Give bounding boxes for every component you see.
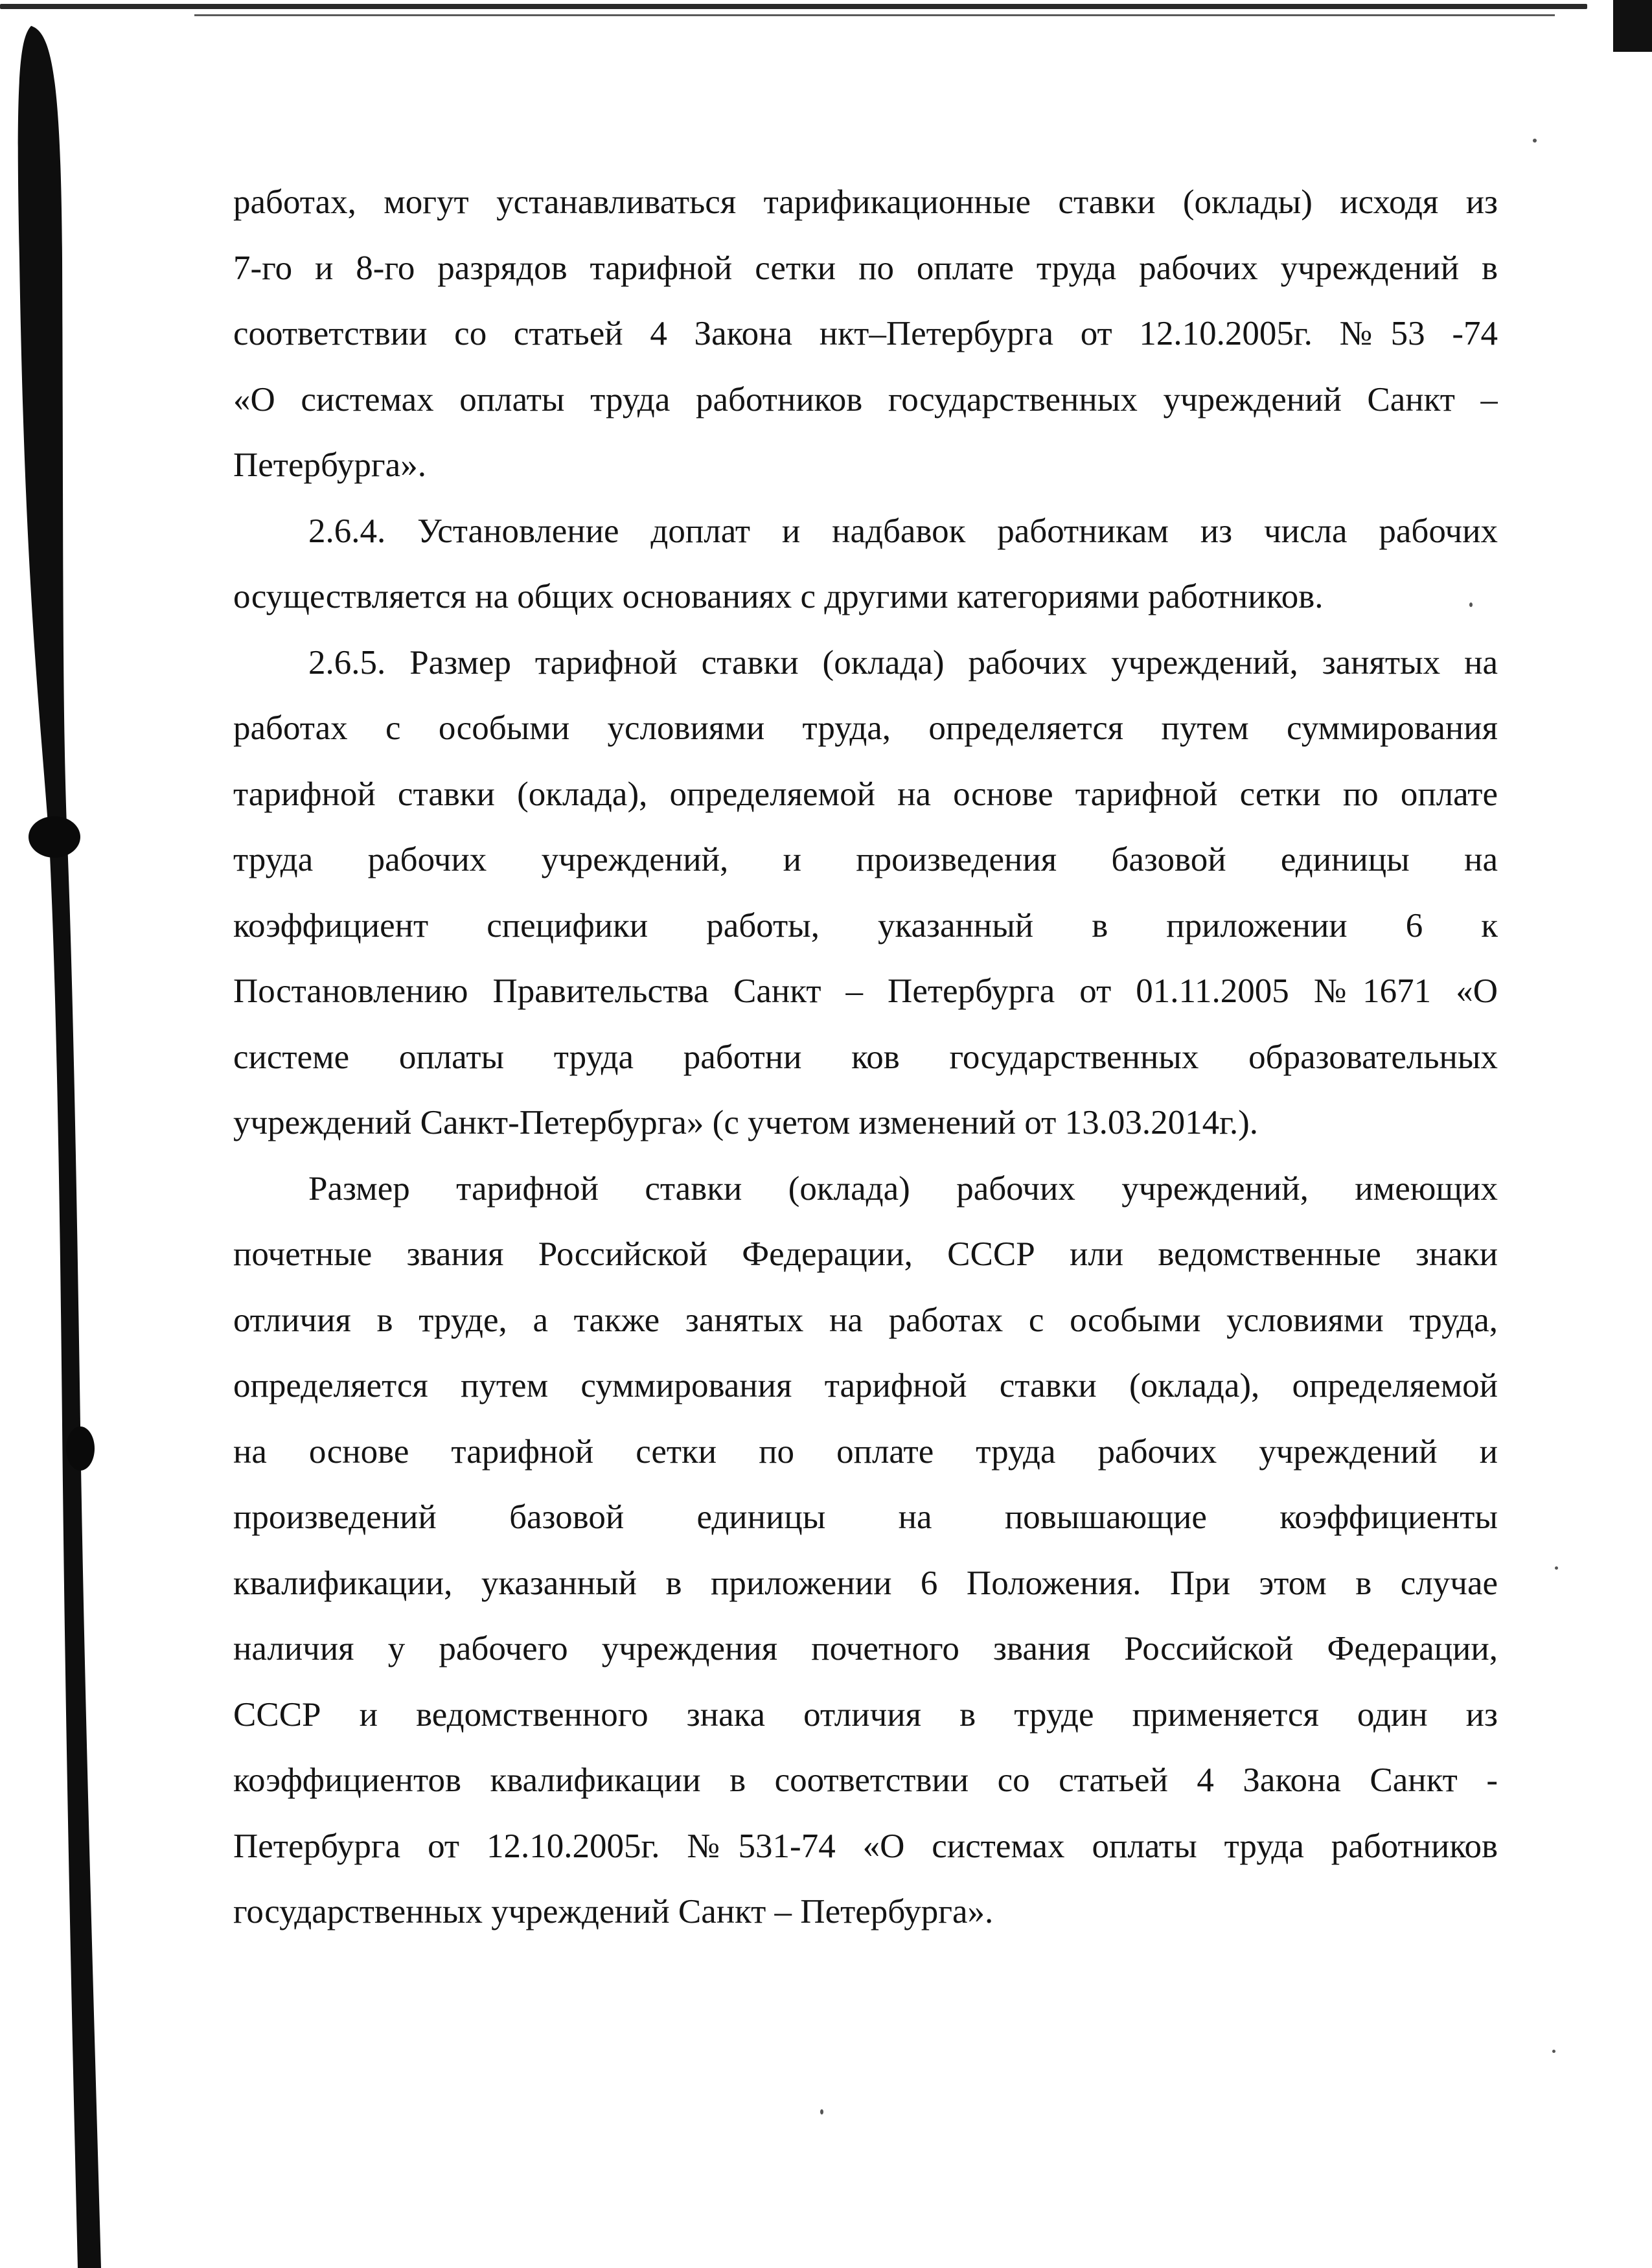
scan-speck [1555, 1566, 1558, 1570]
paragraph-first-line: 2.6.4. Установление доплат и надбавок работникам из числа рабочих [308, 512, 1498, 550]
text-line: отличия в труде, а также занятых на работах с особыми условиями труда, [233, 1301, 1498, 1339]
text-line: произведений базовой единицы на повышающие коэффициенты [233, 1498, 1498, 1536]
text-line: на основе тарифной сетки по оплате труда рабочих учреждений и [233, 1432, 1498, 1471]
scan-corner-shadow [1613, 0, 1652, 52]
text-line: коэффициент специфики работы, указанный в приложении 6 к [233, 906, 1498, 945]
text-line: осуществляется на общих основаниях с другими категориями работников. [233, 578, 1324, 615]
document-body [233, 170, 1498, 1945]
scan-speck [820, 2109, 823, 2114]
text-line: соответствии со статьей 4 Закона нкт–Петербурга от 12.10.2005г. №53 -74 [233, 315, 1498, 352]
text-line: тарифной ставки (оклада), определяемой на основе тарифной сетки по оплате [233, 775, 1498, 813]
text-line: государственных учреждений Санкт – Петербурга». [233, 1893, 994, 1930]
text-line: «О системах оплаты труда работников государственных учреждений Санкт – [233, 380, 1498, 418]
text-line: почетные звания Российской Федерации, СССР или ведомственные знаки [233, 1235, 1498, 1273]
text-line: определяется путем суммирования тарифной ставки (оклада), определяемой [233, 1367, 1498, 1404]
paragraph-first-line: Размер тарифной ставки (оклада) рабочих учреждений, имеющих [308, 1169, 1498, 1208]
text-line: наличия у рабочего учреждения почетного звания Российской Федерации, [233, 1630, 1498, 1667]
text-line: труда рабочих учреждений, и произведения базовой единицы на [233, 841, 1498, 878]
binding-thread [0, 0, 130, 2268]
text-line: Постановлению Правительства Санкт – Петербурга от 01.11.2005 №1671 «О [233, 972, 1498, 1010]
text-line: работах, могут устанавливаться тарификационные ставки (оклады) исходя из [233, 183, 1498, 221]
text-line: коэффициентов квалификации в соответствии со статьей 4 Закона Санкт - [233, 1761, 1498, 1799]
text-line: Петербурга». [233, 446, 426, 484]
text-line: квалификации, указанный в приложении 6 Положения. При этом в случае [233, 1564, 1498, 1602]
text-line: Петербурга от 12.10.2005г. №531-74 «О системах оплаты труда работников [233, 1827, 1498, 1865]
text-line: учреждений Санкт-Петербурга» (с учетом изменений от 13.03.2014г.). [233, 1104, 1258, 1141]
text-line: работах с особыми условиями труда, определяется путем суммирования [233, 709, 1498, 747]
scan-top-edge-line [194, 14, 1555, 16]
paragraph-first-line: 2.6.5. Размер тарифной ставки (оклада) рабочих учреждений, занятых на [308, 643, 1498, 682]
text-line: системе оплаты труда работни ков государственных образовательных [233, 1038, 1498, 1076]
scan-top-edge [0, 4, 1587, 9]
text-line: 7-го и 8-го разрядов тарифной сетки по оплате труда рабочих учреждений в [233, 249, 1498, 287]
scan-speck [1552, 2050, 1555, 2053]
scan-speck [1533, 139, 1537, 143]
text-line: СССР и ведомственного знака отличия в труде применяется один из [233, 1695, 1498, 1734]
